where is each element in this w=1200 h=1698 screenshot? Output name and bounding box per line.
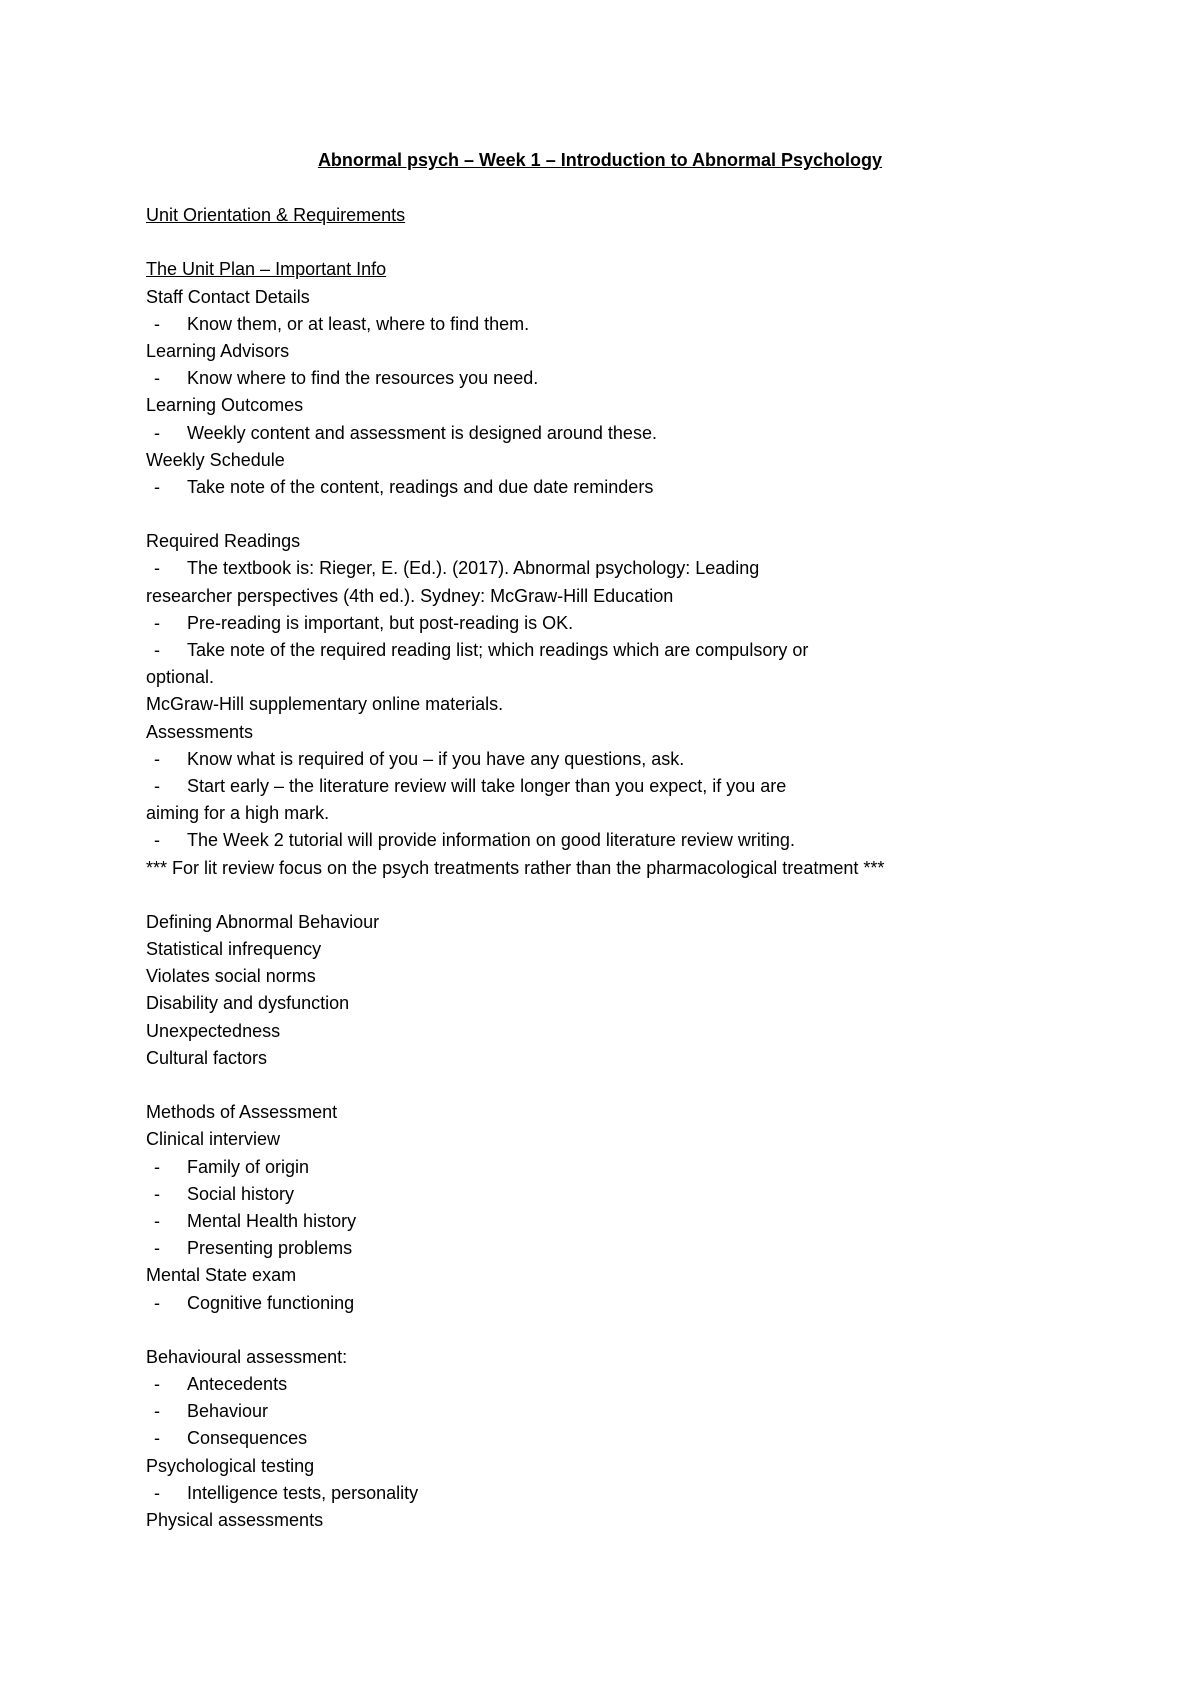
bullet-text: Take note of the content, readings and due date reminders: [187, 476, 654, 497]
text-line: Mental State exam: [146, 1265, 297, 1286]
text-line: Cultural factors: [146, 1047, 268, 1068]
text-line: Unexpectedness: [146, 1020, 281, 1041]
text-line: Disability and dysfunction: [146, 993, 350, 1014]
bullet-text: Pre-reading is important, but post-reading is OK.: [187, 612, 574, 633]
bullet-dash: -: [154, 1183, 160, 1204]
bullet-dash: -: [154, 1156, 160, 1177]
blank-line: [146, 1317, 1046, 1344]
bullet-text: Family of origin: [187, 1156, 310, 1177]
bullet-text: Consequences: [187, 1428, 308, 1449]
text-line: optional.: [146, 667, 215, 688]
text-line: researcher perspectives (4th ed.). Sydney: McGraw-Hill Education: [146, 585, 674, 606]
text-line: Methods of Assessment: [146, 1102, 338, 1123]
text-line: Clinical interview: [146, 1129, 281, 1150]
bullet-dash: -: [154, 422, 160, 443]
blank-line: [146, 501, 1046, 528]
bullet-dash: -: [154, 775, 160, 796]
bullet-dash: -: [154, 1401, 160, 1422]
bullet-dash: -: [154, 1374, 160, 1395]
bullet-text: Start early – the literature review will take longer than you expect, if you are: [187, 775, 787, 796]
text-line: Behavioural assessment:: [146, 1346, 348, 1367]
page-title: Abnormal psych – Week 1 – Introduction to Abnormal Psychology: [317, 150, 883, 170]
blank-line: [146, 1072, 1046, 1099]
bullet-dash: -: [154, 640, 160, 660]
bullet-text: The Week 2 tutorial will provide information on good literature review writing.: [187, 830, 795, 851]
bullet-item: [146, 311, 1046, 338]
bullet-text: Weekly content and assessment is designed around these.: [187, 422, 657, 443]
bullet-dash: -: [154, 1238, 160, 1259]
bullet-text: Presenting problems: [187, 1238, 353, 1259]
bullet-item: [146, 1181, 1046, 1208]
text-line: Psychological testing: [146, 1455, 315, 1476]
bullet-item: [146, 555, 1046, 582]
bullet-text: Mental Health history: [187, 1210, 357, 1231]
bullet-text: Know them, or at least, where to find them.: [187, 313, 530, 334]
bullet-item: [146, 1290, 1046, 1317]
text-line: Defining Abnormal Behaviour: [146, 911, 380, 932]
bullet-item: [146, 1398, 1046, 1425]
blank-line: [146, 229, 1046, 256]
bullet-text: Know where to find the resources you need.: [187, 368, 539, 389]
document-body: [146, 202, 1046, 1534]
bullet-dash: -: [154, 1292, 160, 1313]
bullet-dash: -: [154, 830, 160, 851]
bullet-item: [146, 1425, 1046, 1452]
bullet-text: Take note of the required reading list; which readings which are compulsory or: [187, 640, 809, 660]
bullet-dash: -: [154, 1210, 160, 1231]
bullet-dash: -: [154, 748, 160, 769]
text-line: Violates social norms: [146, 966, 316, 987]
bullet-item: [146, 827, 1046, 854]
bullet-item: [146, 610, 1046, 637]
text-line: Weekly Schedule: [146, 449, 285, 470]
bullet-item: [146, 1154, 1046, 1181]
bullet-dash: -: [154, 1482, 160, 1503]
bullet-item: [146, 474, 1046, 501]
bullet-dash: -: [154, 558, 160, 579]
bullet-item: [146, 1235, 1046, 1262]
text-line: Learning Outcomes: [146, 395, 304, 416]
text-line: Statistical infrequency: [146, 939, 322, 960]
bullet-text: Cognitive functioning: [187, 1292, 355, 1313]
bullet-dash: -: [154, 612, 160, 633]
bullet-item: [146, 1480, 1046, 1507]
bullet-dash: -: [154, 368, 160, 389]
bullet-item: [146, 1208, 1046, 1235]
text-line: *** For lit review focus on the psych treatments rather than the pharmacological treatment ***: [146, 857, 885, 878]
bullet-text: Intelligence tests, personality: [187, 1482, 419, 1503]
bullet-item: [146, 365, 1046, 392]
text-line: Required Readings: [146, 531, 301, 552]
text-line: Staff Contact Details: [146, 286, 310, 307]
bullet-item: [146, 637, 1046, 664]
bullet-item: [146, 773, 1046, 800]
bullet-item: [146, 1371, 1046, 1398]
bullet-dash: -: [154, 476, 160, 497]
bullet-dash: -: [154, 1428, 160, 1449]
text-line: aiming for a high mark.: [146, 803, 330, 824]
bullet-item: [146, 420, 1046, 447]
blank-line: [146, 882, 1046, 909]
text-line: Assessments: [146, 721, 254, 742]
bullet-item: [146, 746, 1046, 773]
bullet-text: Behaviour: [187, 1401, 269, 1422]
section-heading: Unit Orientation & Requirements: [146, 205, 406, 225]
text-line: McGraw-Hill supplementary online materials.: [146, 694, 504, 715]
text-line: Learning Advisors: [146, 340, 290, 361]
text-line: Physical assessments: [146, 1510, 324, 1530]
bullet-text: Know what is required of you – if you have any questions, ask.: [187, 748, 685, 769]
bullet-text: Antecedents: [187, 1374, 288, 1395]
bullet-dash: -: [154, 313, 160, 334]
bullet-text: The textbook is: Rieger, E. (Ed.). (2017). Abnormal psychology: Leading: [187, 558, 760, 579]
bullet-text: Social history: [187, 1183, 295, 1204]
section-heading: The Unit Plan – Important Info: [146, 259, 387, 280]
